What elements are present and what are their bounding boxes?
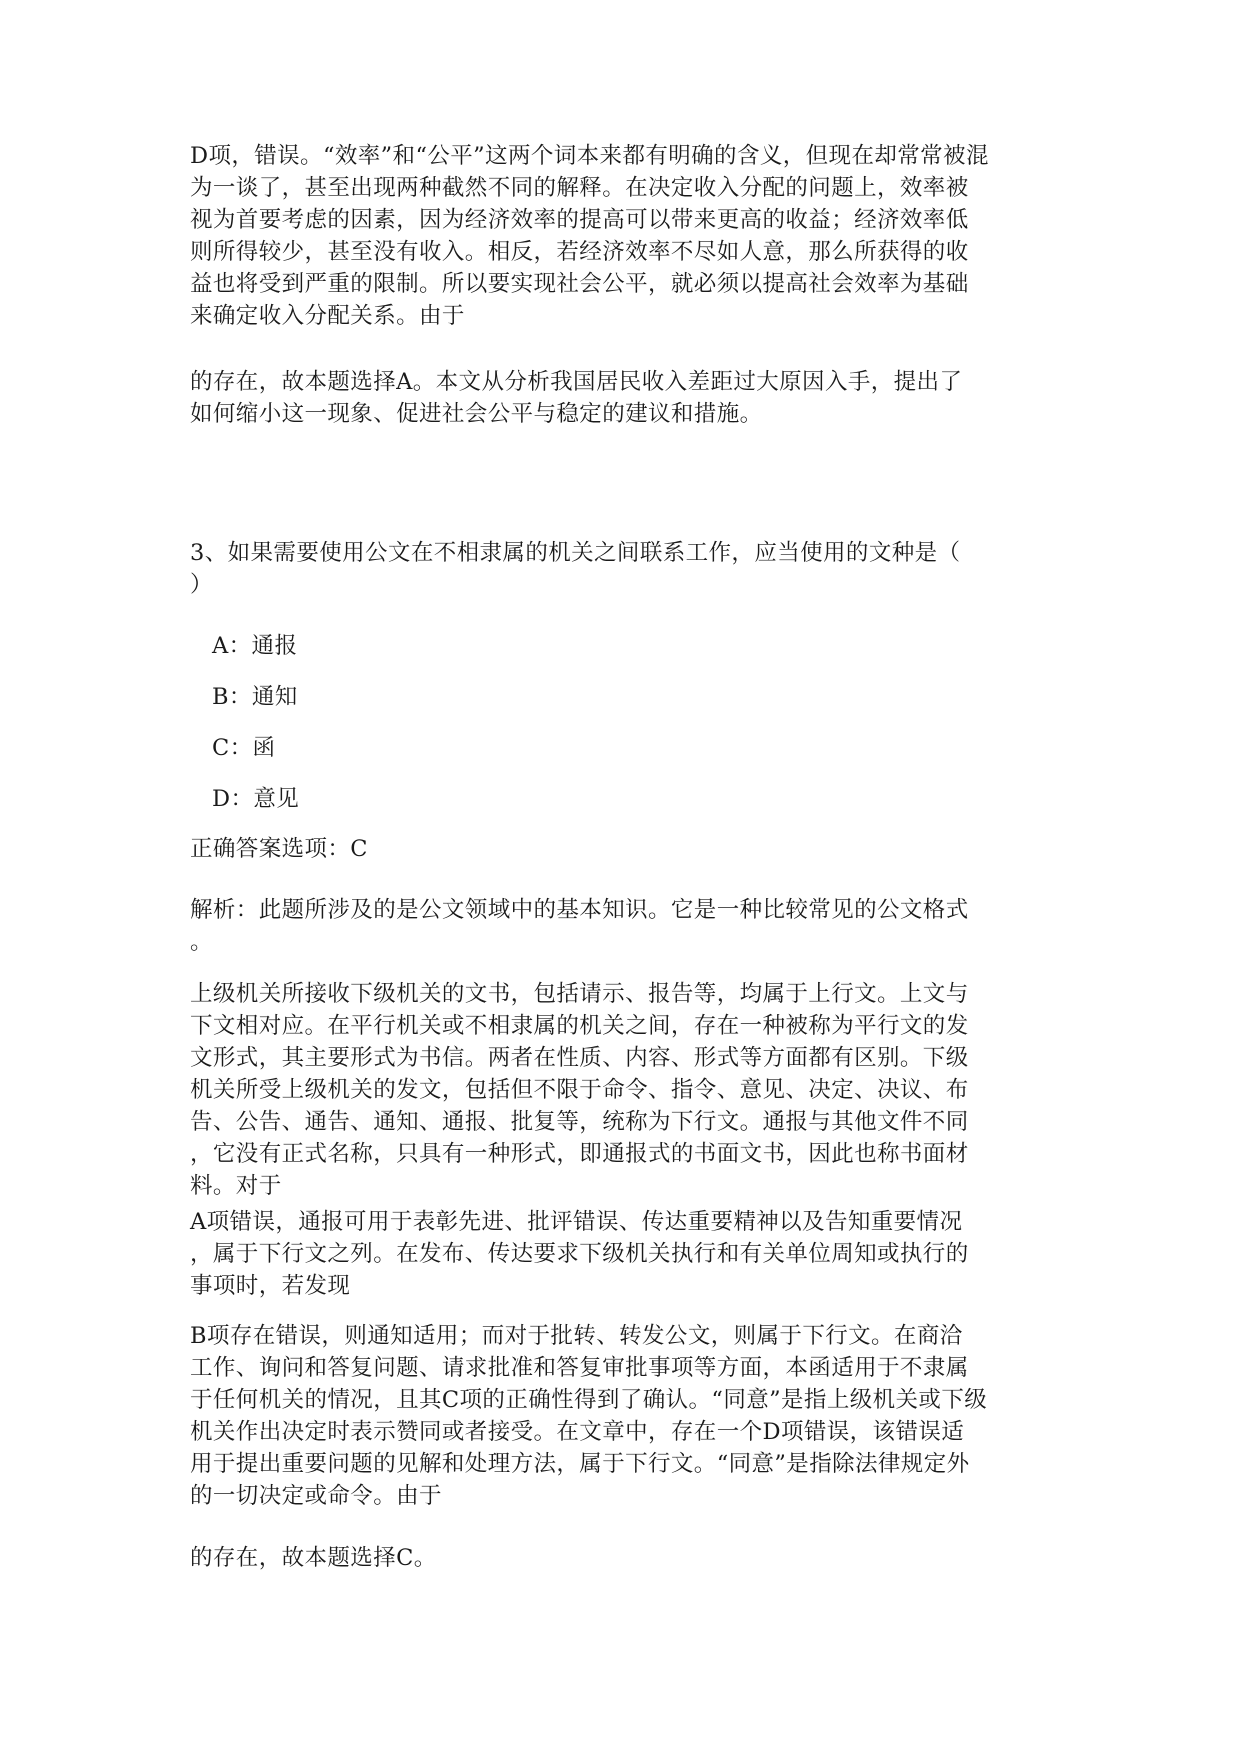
text-line: 视为首要考虑的因素，因为经济效率的提高可以带来更高的收益；经济效率低 <box>190 207 969 233</box>
text-line: 文形式，其主要形式为书信。两者在性质、内容、形式等方面都有区别。下级 <box>190 1045 969 1071</box>
text-line: 的存在，故本题选择A。本文从分析我国居民收入差距过大原因入手，提出了 <box>190 369 963 395</box>
paragraph-conclusion-a <box>190 366 962 430</box>
text-line: A项错误，通报可用于表彰先进、批评错误、传达重要精神以及告知重要情况 <box>190 1209 963 1235</box>
paragraph-conclusion-c <box>190 1542 437 1574</box>
text-line: 来确定收入分配关系。由于 <box>190 303 465 329</box>
answer-text: 正确答案选项：C <box>190 836 368 862</box>
text-line: 为一谈了，甚至出现两种截然不同的解释。在决定收入分配的问题上，效率被 <box>190 175 969 201</box>
text-line: 机关所受上级机关的发文，包括但不限于命令、指令、意见、决定、决议、布 <box>190 1077 969 1103</box>
text-line: ，它没有正式名称，只具有一种形式，即通报式的书面文书，因此也称书面材 <box>190 1141 969 1167</box>
text-line: B项存在错误，则通知适用；而对于批转、转发公文，则属于下行文。在商洽 <box>190 1323 963 1349</box>
option-label: D：意见 <box>212 786 300 812</box>
question-text-line: ） <box>190 572 213 598</box>
text-line: 用于提出重要问题的见解和处理方法，属于下行文。“同意”是指除法律规定外 <box>190 1451 970 1477</box>
option-c <box>190 732 275 764</box>
correct-answer <box>190 833 368 865</box>
option-d <box>190 783 299 815</box>
question-text-line: 3、如果需要使用公文在不相隶属的机关之间联系工作，应当使用的文种是（ <box>190 540 961 566</box>
text-line: 益也将受到严重的限制。所以要实现社会公平，就必须以提高社会效率为基础 <box>190 271 969 297</box>
text-line: 机关作出决定时表示赞同或者接受。在文章中，存在一个D项错误，该错误适 <box>190 1419 965 1445</box>
text-line: 下文相对应。在平行机关或不相隶属的机关之间，存在一种被称为平行文的发 <box>190 1013 969 1039</box>
text-line: ，属于下行文之列。在发布、传达要求下级机关执行和有关单位周知或执行的 <box>190 1241 969 1267</box>
paragraph-document-types <box>190 978 969 1202</box>
paragraph-option-b <box>190 1320 987 1512</box>
text-line: 于任何机关的情况，且其C项的正确性得到了确认。“同意”是指上级机关或下级 <box>190 1387 988 1413</box>
option-b <box>190 681 298 713</box>
text-line: 事项时，若发现 <box>190 1273 351 1299</box>
analysis-intro <box>190 894 969 958</box>
text-line: 如何缩小这一现象、促进社会公平与稳定的建议和措施。 <box>190 401 763 427</box>
text-line: 的存在，故本题选择C。 <box>190 1545 437 1571</box>
option-a <box>190 630 297 662</box>
option-label: A：通报 <box>212 633 298 659</box>
option-label: C：函 <box>212 735 276 761</box>
text-line: 工作、询问和答复问题、请求批准和答复审批事项等方面，本函适用于不隶属 <box>190 1355 969 1381</box>
paragraph-d-explanation <box>190 140 989 332</box>
text-line: 解析：此题所涉及的是公文领域中的基本知识。它是一种比较常见的公文格式 <box>190 897 969 923</box>
text-line: 上级机关所接收下级机关的文书，包括请示、报告等，均属于上行文。上文与 <box>190 981 969 1007</box>
option-label: B：通知 <box>212 684 298 710</box>
question-3 <box>190 537 960 601</box>
text-line: 。 <box>190 929 213 955</box>
text-line: 料。对于 <box>190 1173 282 1199</box>
text-line: D项，错误。“效率”和“公平”这两个词本来都有明确的含义，但现在却常常被混 <box>190 143 989 169</box>
text-line: 则所得较少，甚至没有收入。相反，若经济效率不尽如人意，那么所获得的收 <box>190 239 969 265</box>
paragraph-option-a <box>190 1206 969 1302</box>
text-line: 的一切决定或命令。由于 <box>190 1483 442 1509</box>
text-line: 告、公告、通告、通知、通报、批复等，统称为下行文。通报与其他文件不同 <box>190 1109 969 1135</box>
